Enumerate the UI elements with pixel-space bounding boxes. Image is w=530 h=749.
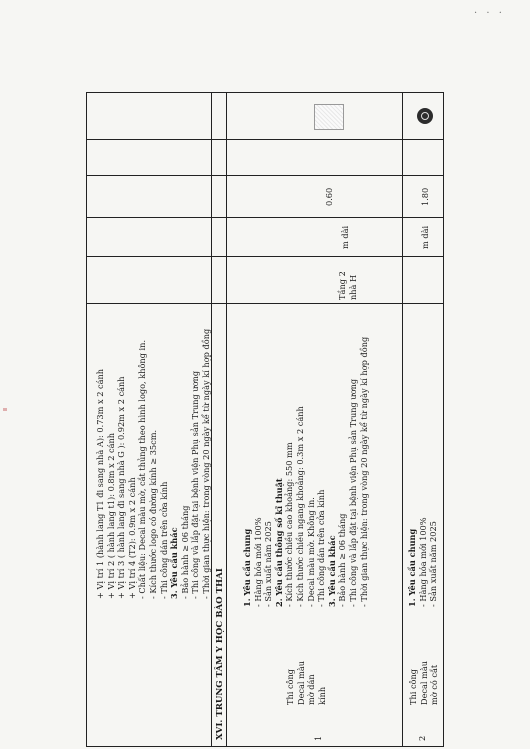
- continued-spec-text-line: - Kích thước logo có đường kính ≥ 35cm.: [148, 429, 158, 599]
- row1-spec-line: - Thi công dán trên cửa kính: [316, 489, 327, 607]
- logo-icon: [417, 108, 433, 124]
- row1-name-line: kính: [316, 686, 327, 705]
- row1-spec-line: - Hàng hóa mới 100%: [252, 517, 263, 607]
- row1-spec-line: - Decal màu mờ. Không in.: [305, 497, 316, 607]
- row1-qty-text: 0.60: [324, 187, 334, 206]
- continued-spec-text-line: + Vị trí 2 ( hành lang t1): 0.8m x 2 cánh: [105, 432, 116, 599]
- row1-spec-line: - Sản xuất năm 2025: [263, 521, 274, 607]
- row2-spec-line: 1. Yêu cầu chung: [407, 528, 417, 607]
- corner-marks: · · ·: [474, 8, 505, 19]
- row2-spec-line: - Hàng hóa mới 100%: [417, 517, 428, 607]
- section-heading-text: XVI. TRUNG TÂM Y HỌC BÀO THAI: [215, 568, 225, 740]
- row1-spec-line: - Kích thước chiều ngang khoảng: 0.3m x 2 cánh: [295, 406, 305, 607]
- row1-unit-text: m dài: [340, 225, 350, 249]
- continued-spec-text-line: + Vị trí 4 (T2): 0.9m x 2 cánh: [126, 477, 137, 599]
- row1-name-line: Decal màu: [295, 660, 306, 705]
- row1-stt-text: 1: [313, 735, 323, 741]
- row1-spec-line: - Thi công và lắp đặt tại bệnh viện Phụ sản Trung ương: [348, 378, 358, 607]
- row2-name-line: mờ có cắt: [429, 664, 440, 705]
- row2-name-line: Decal màu: [418, 660, 429, 705]
- row1-spec-line: - Kích thước chiều cao khoảng: 550 mm: [284, 442, 295, 607]
- row1-location-line: nhà H: [347, 274, 358, 300]
- continued-spec-text-line: - Bảo hành ≥ 06 tháng: [179, 505, 190, 599]
- row1-name-line: mờ dán: [306, 674, 317, 705]
- row1-spec-line: - Thời gian thực hiện: trong vòng 20 ngày kể từ ngày kí hợp đồng: [358, 336, 369, 607]
- row2-stt-text: 2: [417, 735, 427, 741]
- continued-spec-text-line: + Vị trí 1 (hành lang T1 đi sang nhà A): 0.73m x 2 cánh: [95, 368, 105, 599]
- sample-image-1: [314, 104, 344, 130]
- continued-spec-text-line: - Thi công và lắp đặt tại bệnh viện Phụ sản Trung ương: [190, 370, 201, 599]
- row2-qty-text: 1.80: [420, 187, 430, 206]
- row1-name-line: Thi công: [285, 669, 295, 705]
- row1-spec-line: 3. Yêu cầu khác: [326, 535, 337, 607]
- row2-spec-line: - Sản xuất năm 2025: [428, 521, 439, 607]
- continued-spec-text-line: - Thi công dán trên cửa kính: [158, 481, 169, 599]
- continued-spec-text-line: - Chất liệu: Decal màu mờ, cắt thủng theo hình logo, không in.: [137, 339, 148, 599]
- row2-name-line: Thi công: [408, 669, 418, 705]
- continued-spec-text-line: - Thời gian thực hiện: trong vòng 20 ngày kể từ ngày kí hợp đồng: [201, 328, 211, 599]
- continued-spec-text-line: 3. Yêu cầu khác: [169, 527, 180, 599]
- row1-location-line: Tầng 2: [337, 271, 347, 300]
- row1-spec-line: 1. Yêu cầu chung: [242, 528, 252, 607]
- row1-spec-line: - Bảo hành ≥ 06 tháng: [337, 513, 348, 607]
- row1-spec-line: 2. Yêu cầu thông số kĩ thuật: [273, 478, 284, 607]
- continued-spec-text-line: + Vị trí 3 ( hành lang đi sang nhà G ): 0.92m x 2 cánh: [116, 376, 127, 599]
- row2-unit-text: m dài: [420, 225, 430, 249]
